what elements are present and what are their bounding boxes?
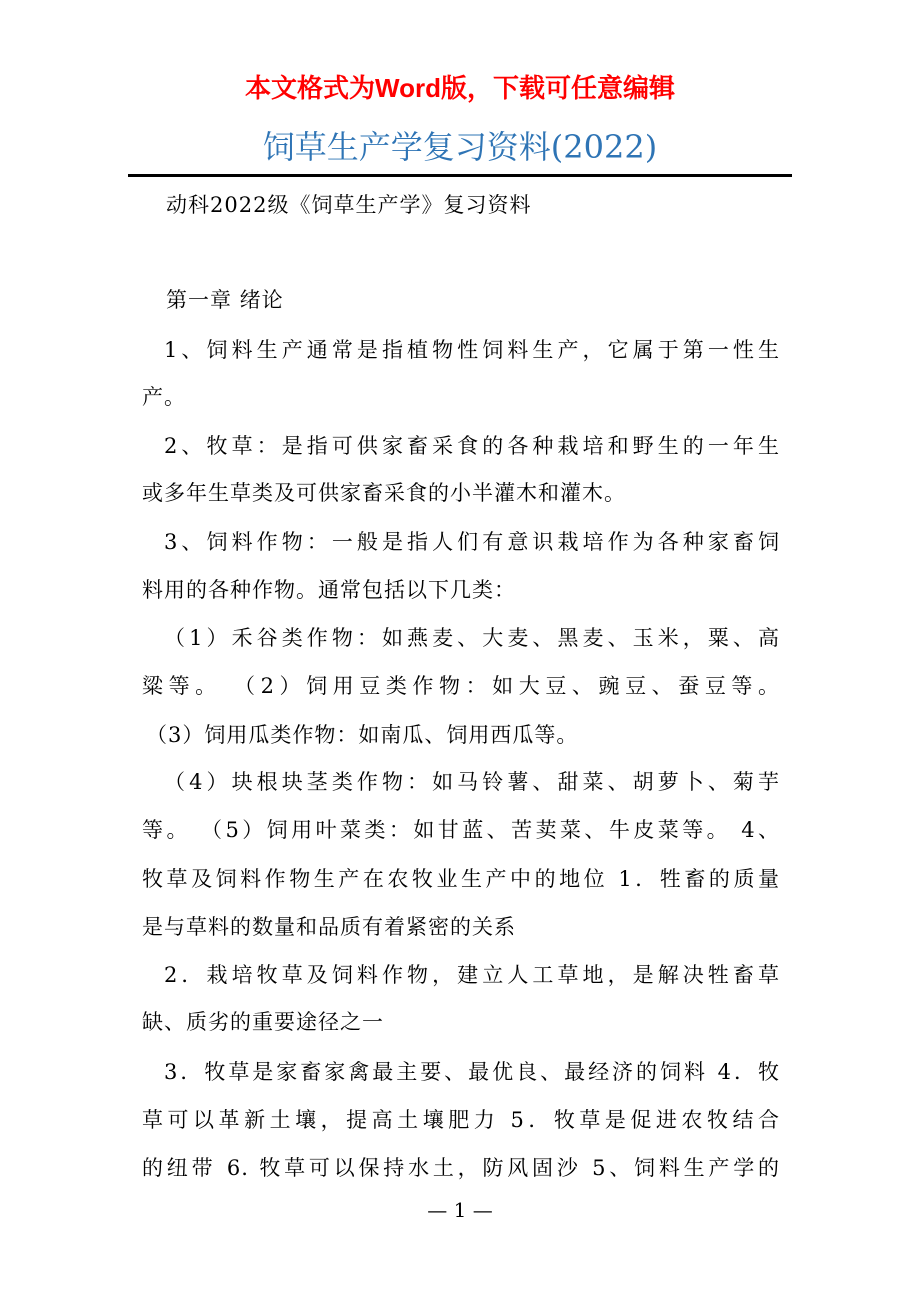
text-line: 2．栽培牧草及饲料作物，建立人工草地，是解决牲畜草 xyxy=(164,963,780,987)
subtitle-line: 动科2022级《饲草生产学》复习资料 xyxy=(166,193,532,217)
text-line: 3、饲料作物：一般是指人们有意识栽培作为各种家畜饲 xyxy=(164,530,780,554)
header-divider xyxy=(128,174,792,177)
text-line: 等。 （5）饲用叶菜类：如甘蓝、苦荬菜、牛皮菜等。 4、 xyxy=(142,818,780,842)
chapter-heading: 第一章 绪论 xyxy=(166,288,284,312)
text-line: 是与草料的数量和品质有着紧密的关系 xyxy=(142,915,516,939)
text-line: 牧草及饲料作物生产在农牧业生产中的地位 1．牲畜的质量 xyxy=(142,867,780,891)
text-line: （3）饲用瓜类作物：如南瓜、饲用西瓜等。 xyxy=(146,723,579,747)
document-title: 饲草生产学复习资料(2022) xyxy=(262,128,658,166)
text-line: 草可以革新土壤，提高土壤肥力 5．牧草是促进农牧结合 xyxy=(142,1108,780,1132)
text-line: 1、饲料生产通常是指植物性饲料生产，它属于第一性生 xyxy=(164,338,780,362)
text-line: 3．牧草是家畜家禽最主要、最优良、最经济的饲料 4．牧 xyxy=(164,1060,780,1084)
text-line: 的纽带 6. 牧草可以保持水土，防风固沙 5、饲料生产学的 xyxy=(142,1156,780,1180)
text-line: 产。 xyxy=(142,385,186,409)
text-line: （4）块根块茎类作物：如马铃薯、甜菜、胡萝卜、菊芋 xyxy=(164,770,780,794)
format-notice-banner: 本文格式为Word版，下载可任意编辑 xyxy=(245,73,675,103)
text-line: 或多年生草类及可供家畜采食的小半灌木和灌木。 xyxy=(142,481,626,505)
text-line: 粱等。 （2）饲用豆类作物：如大豆、豌豆、蚕豆等。 xyxy=(142,674,780,698)
text-line: 料用的各种作物。通常包括以下几类： xyxy=(142,578,516,602)
text-line: 2、牧草：是指可供家畜采食的各种栽培和野生的一年生 xyxy=(164,434,780,458)
text-line: （1）禾谷类作物：如燕麦、大麦、黑麦、玉米，粟、高 xyxy=(164,626,780,650)
page-number: — 1 — xyxy=(427,1198,493,1222)
text-line: 缺、质劣的重要途径之一 xyxy=(142,1010,384,1034)
